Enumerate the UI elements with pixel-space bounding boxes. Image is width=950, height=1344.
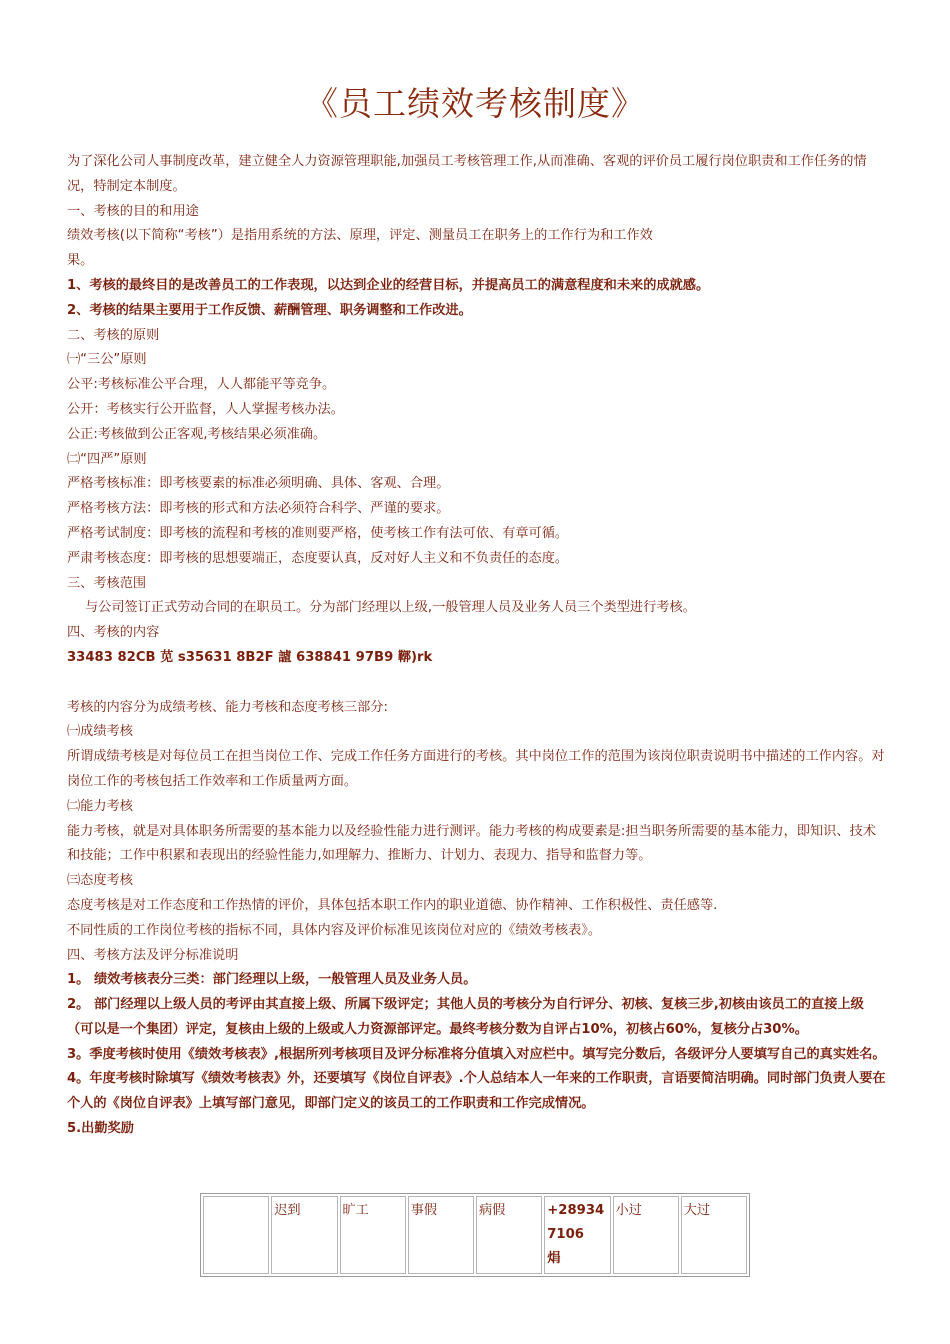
paragraph: 严格考核方法：即考核的形式和方法必须符合科学、严谨的要求。 [67, 501, 450, 517]
attendance-table [200, 1193, 750, 1277]
paragraph: 考核的内容分为成绩考核、能力考核和态度考核三部分: [67, 699, 388, 715]
subsection-heading: ㈠成绩考核 [67, 724, 133, 740]
paragraph: 严格考试制度：即考核的流程和考核的准则要严格，使考核工作有法可依、有章可循。 [67, 525, 569, 541]
table-cell: +28934 7106 焆 [544, 1196, 610, 1274]
section-heading: 一、考核的目的和用途 [67, 203, 199, 219]
paragraph: 公开：考核实行公开监督，人人掌握考核办法。 [67, 401, 344, 417]
table-cell: 旷工 [340, 1196, 406, 1274]
table-cell: 小过 [613, 1196, 679, 1274]
section-heading: 二、考核的原则 [67, 327, 160, 343]
paragraph: 绩效考核(以下简称“考核”）是指用系统的方法、原理，评定、测量员工在职务上的工作行为和工作效 [67, 228, 653, 244]
table-row [203, 1196, 747, 1274]
subsection-heading: ㈡“四严”原则 [67, 451, 147, 467]
subsection-heading: ㈠“三公”原则 [67, 352, 147, 368]
paragraph: 5.出勤奖励 [67, 1121, 134, 1137]
paragraph: 公正:考核做到公正客观,考核结果必须准确。 [67, 426, 327, 442]
paragraph: 3。季度考核时使用《绩效考核表》,根据所列考核项目及评分标准将分值填入对应栏中。填写完分数后，各级评分人要填写自己的真实姓名。 [67, 1046, 886, 1062]
paragraph: 1、考核的最终目的是改善员工的工作表现，以达到企业的经营目标，并提高员工的满意程度和未来的成就感。 [67, 277, 710, 293]
paragraph: 4。年度考核时除填写《绩效考核表》外，还要填写《岗位自评表》.个人总结本人一年来的工作职责，言语要简洁明确。同时部门负责人要在个人的《岗位自评表》上填写部门意见，即部门定义的该员工的工作职责和工作完成情况。 [67, 1071, 886, 1112]
document-body [67, 150, 887, 1142]
table-cell: 大过 [681, 1196, 747, 1274]
table-cell: 病假 [476, 1196, 542, 1274]
paragraph: 严肃考核态度：即考核的思想要端正，态度要认真，反对好人主义和不负责任的态度。 [67, 550, 569, 566]
paragraph: 2、考核的结果主要用于工作反馈、薪酬管理、职务调整和工作改进。 [67, 302, 472, 318]
garbled-code-line: 33483 82CB 苋 s35631 8B2F 謯 638841 97B9 鞹)rk [67, 649, 433, 665]
paragraph: 所谓成绩考核是对每位员工在担当岗位工作、完成工作任务方面进行的考核。其中岗位工作的范围为该岗位职责说明书中描述的工作内容。对岗位工作的考核包括工作效率和工作质量两方面。 [67, 749, 885, 789]
section-heading: 四、考核的内容 [67, 625, 160, 641]
document-title: 《员工绩效考核制度》 [305, 84, 645, 123]
paragraph: 1。 绩效考核表分三类：部门经理以上级，一般管理人员及业务人员。 [67, 972, 477, 988]
intro-paragraph: 为了深化公司人事制度改革，建立健全人力资源管理职能,加强员工考核管理工作,从而准确、客观的评价员工履行岗位职责和工作任务的情况，特制定本制度。 [67, 154, 867, 194]
table-cell: 事假 [408, 1196, 474, 1274]
paragraph: 能力考核，就是对具体职务所需要的基本能力以及经验性能力进行测评。能力考核的构成要素是:担当职务所需要的基本能力，即知识、技术和技能；工作中积累和表现出的经验性能力,如理解力、推断力、计划力、表现力、指导和监督力等。 [67, 823, 876, 864]
section-heading: 四、考核方法及评分标准说明 [67, 947, 239, 963]
paragraph: 果。 [67, 253, 94, 269]
table-cell [203, 1196, 269, 1274]
section-heading: 三、考核范围 [67, 575, 147, 591]
subsection-heading: ㈡能力考核 [67, 798, 133, 814]
paragraph: 2。 部门经理以上级人员的考评由其直接上级、所属下级评定；其他人员的考核分为自行评分、初核、复核三步,初核由该员工的直接上级（可以是一个集团）评定，复核由上级的上级或人力资源部评定。最终考核分数为自评占10%，初核占60%，复核分占30%。 [67, 997, 864, 1037]
subsection-heading: ㈢态度考核 [67, 873, 133, 889]
blank-line [67, 671, 887, 696]
paragraph: 严格考核标准：即考核要素的标准必须明确、具体、客观、合理。 [67, 476, 450, 492]
paragraph: 不同性质的工作岗位考核的指标不同，具体内容及评价标准见该岗位对应的《绩效考核表》。 [67, 922, 602, 938]
paragraph: 与公司签订正式劳动合同的在职员工。分为部门经理以上级,一般管理人员及业务人员三个类型进行考核。 [85, 600, 696, 616]
paragraph: 态度考核是对工作态度和工作热情的评价，具体包括本职工作内的职业道德、协作精神、工作积极性、责任感等. [67, 897, 718, 913]
paragraph: 公平:考核标准公平合理，人人都能平等竞争。 [67, 377, 336, 393]
table-cell: 迟到 [271, 1196, 337, 1274]
